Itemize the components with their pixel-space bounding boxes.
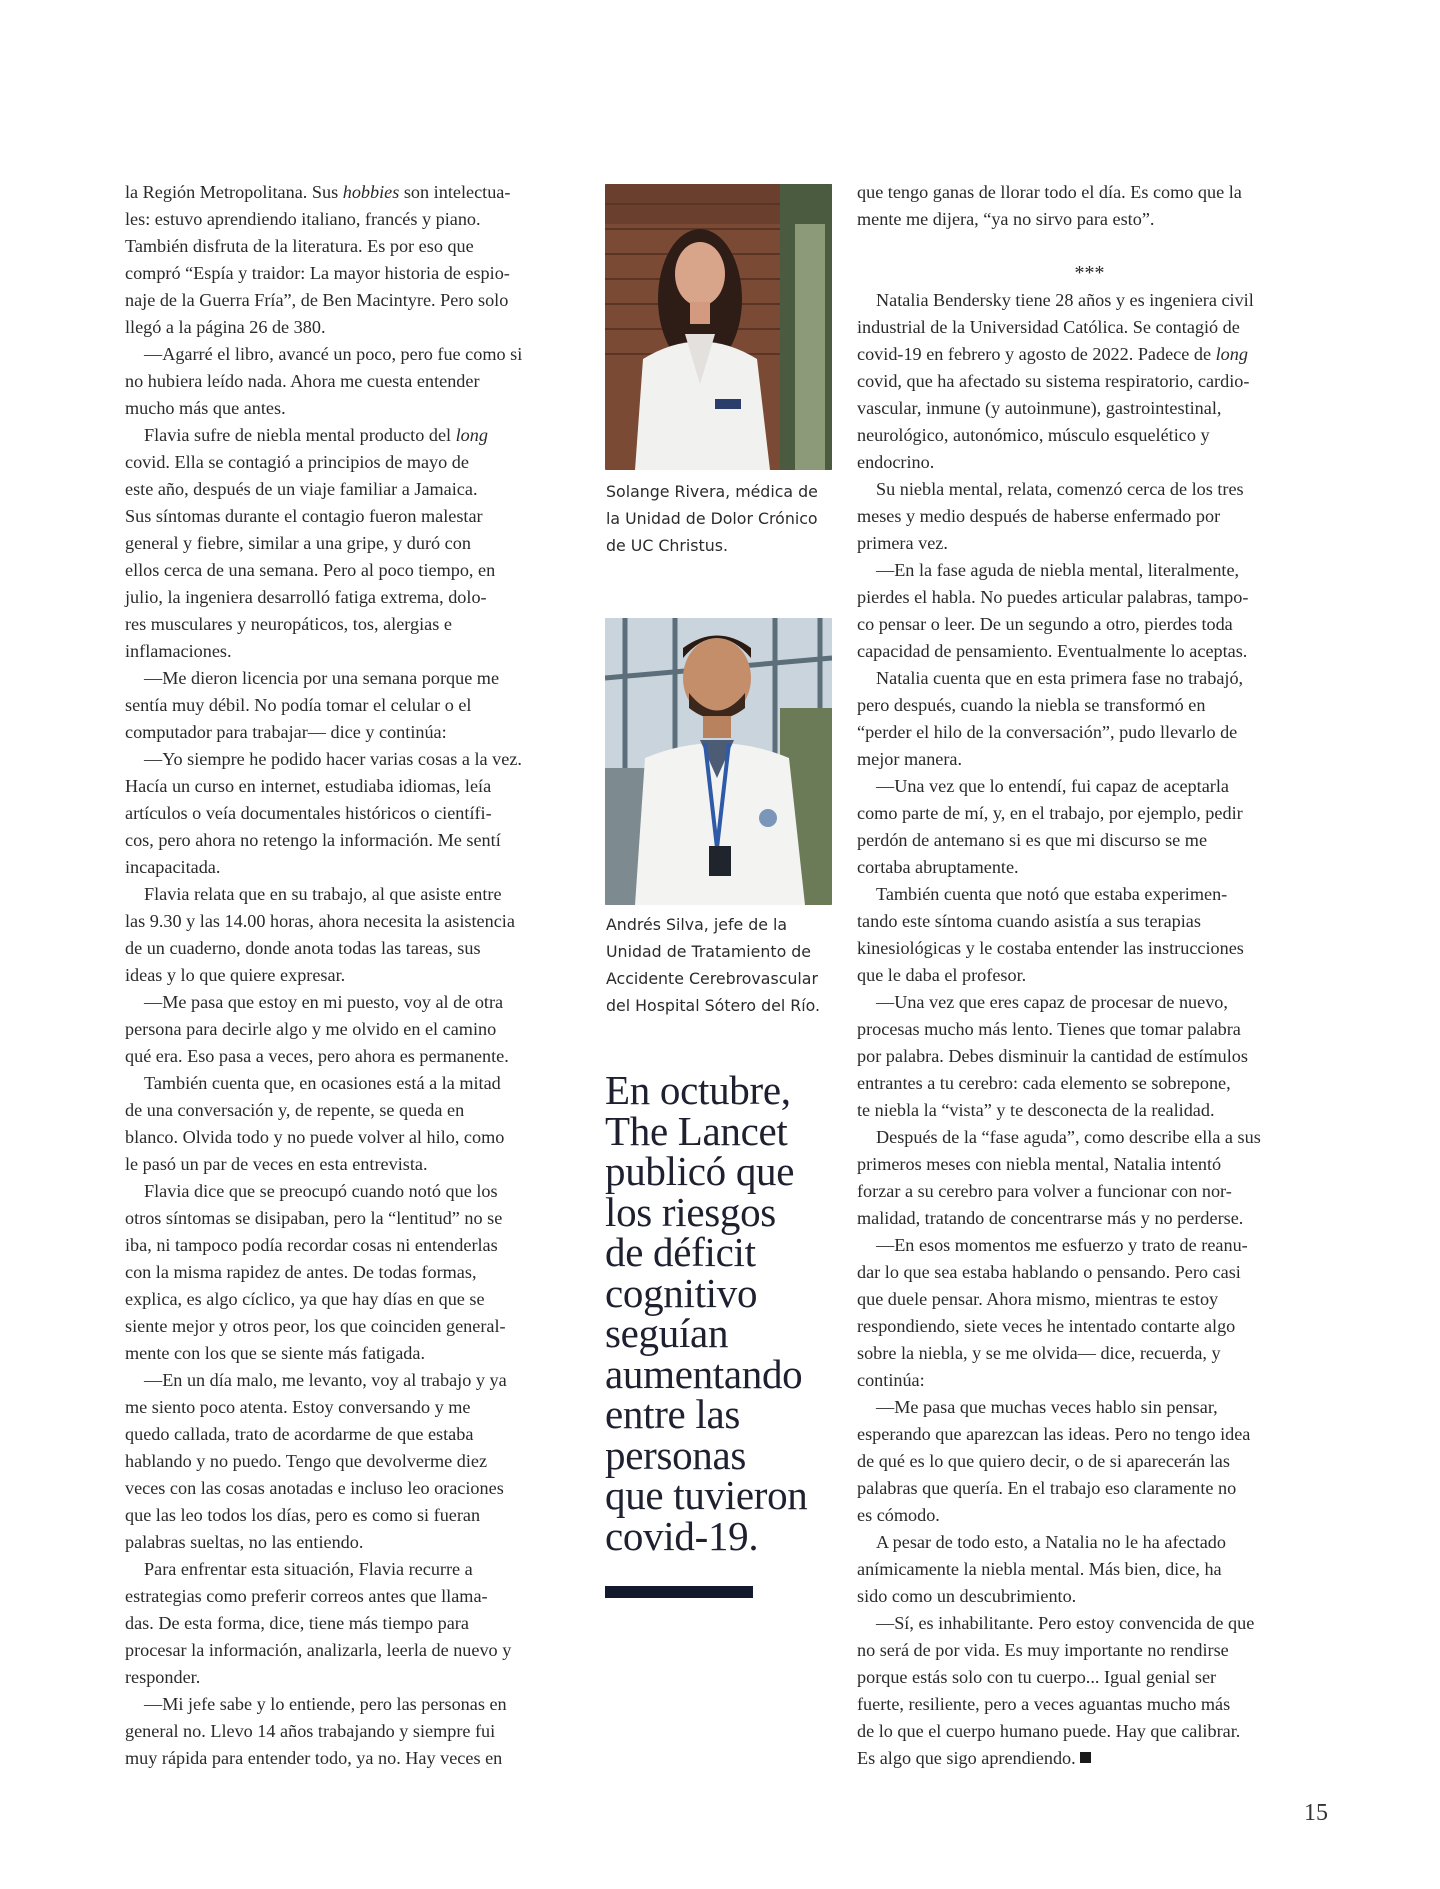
caption-line: Andrés Silva, jefe de la (606, 915, 788, 934)
text-span: explica, es algo cíclico, ya que hay días en que se (125, 1289, 485, 1309)
text-span: les: estuvo aprendiendo italiano, francés y piano. (125, 209, 481, 229)
text-line (857, 341, 1322, 368)
caption-line: Unidad de Tratamiento de (606, 942, 811, 961)
text-span: la Región Metropolitana. Sus (125, 182, 343, 202)
text-line (125, 476, 580, 503)
text-line (125, 665, 580, 692)
text-span: qué era. Eso pasa a veces, pero ahora es permanente. (125, 1046, 509, 1066)
text-line (125, 800, 580, 827)
text-line (125, 503, 580, 530)
text-span: por palabra. Debes disminuir la cantidad de estímulos (857, 1046, 1248, 1066)
text-line (125, 1583, 580, 1610)
text-span: —Yo siempre he podido hacer varias cosas a la vez. (144, 749, 522, 769)
text-line (125, 1367, 580, 1394)
text-line (857, 800, 1322, 827)
text-line (125, 179, 580, 206)
text-span: Hacía un curso en internet, estudiaba idiomas, leía (125, 776, 492, 796)
text-line (857, 233, 1322, 260)
text-span: iba, ni tampoco podía recordar cosas ni entenderlas (125, 1235, 498, 1255)
text-line (125, 1664, 580, 1691)
text-line (857, 530, 1322, 557)
text-span: Es algo que sigo aprendiendo. (857, 1748, 1076, 1768)
text-span: Flavia sufre de niebla mental producto del (144, 425, 456, 445)
text-line (857, 1664, 1322, 1691)
text-line (857, 611, 1322, 638)
text-span: Natalia Bendersky tiene 28 años y es ingeniera civil (876, 290, 1254, 310)
pull-quote-divider (605, 1586, 753, 1598)
text-span: covid. Ella se contagió a principios de mayo de (125, 452, 469, 472)
text-line (125, 746, 580, 773)
text-span: general no. Llevo 14 años trabajando y siempre fui (125, 1721, 496, 1741)
text-line (857, 287, 1322, 314)
text-span: con la misma rapidez de antes. De todas formas, (125, 1262, 477, 1282)
text-line (857, 1205, 1322, 1232)
text-span: que tengo ganas de llorar todo el día. Es como que la (857, 182, 1242, 202)
text-line (857, 584, 1322, 611)
text-span: este año, después de un viaje familiar a Jamaica. (125, 479, 478, 499)
text-span: mejor manera. (857, 749, 963, 769)
text-span: covid, que ha afectado su sistema respiratorio, cardio- (857, 371, 1250, 391)
text-span: blanco. Olvida todo y no puede volver al hilo, como (125, 1127, 505, 1147)
text-line (125, 557, 580, 584)
text-line (857, 1232, 1322, 1259)
pull-quote-line: aumentando (605, 1350, 803, 1397)
text-span: Para enfrentar esta situación, Flavia recurre a (144, 1559, 473, 1579)
text-span: veces con las cosas anotadas e incluso leo oraciones (125, 1478, 504, 1498)
text-span: “perder el hilo de la conversación”, pudo llevarlo de (857, 722, 1238, 742)
text-line (857, 935, 1322, 962)
text-line (125, 1394, 580, 1421)
text-span: Su niebla mental, relata, comenzó cerca de los tres (876, 479, 1244, 499)
text-span: —En un día malo, me levanto, voy al trabajo y ya (144, 1370, 507, 1390)
italic-term: long (455, 425, 488, 445)
text-line (857, 1259, 1322, 1286)
text-span: primera vez. (857, 533, 948, 553)
text-line (857, 368, 1322, 395)
text-span: que las leo todos los días, pero es como si fueran (125, 1505, 481, 1525)
text-span: no hubiera leído nada. Ahora me cuesta entender (125, 371, 480, 391)
text-line (125, 1043, 580, 1070)
text-span: como parte de mí, y, en el trabajo, por ejemplo, pedir (857, 803, 1243, 823)
pull-quote-line: publicó que (605, 1148, 795, 1194)
text-span: no será de por vida. Es muy importante no rendirse (857, 1640, 1229, 1660)
text-span: es cómodo. (857, 1505, 940, 1525)
text-line (857, 1610, 1322, 1637)
text-span: procesas mucho más lento. Tienes que tomar palabra (857, 1019, 1241, 1039)
text-span: tando este síntoma cuando asistía a sus terapias (857, 911, 1201, 931)
text-span: inflamaciones. (125, 641, 232, 661)
text-line (125, 1718, 580, 1745)
text-line (857, 1340, 1322, 1367)
text-line (857, 206, 1322, 233)
text-span: me siento poco atenta. Estoy conversando y me (125, 1397, 471, 1417)
text-span: persona para decirle algo y me olvido en el camino (125, 1019, 497, 1039)
text-line (857, 1691, 1322, 1718)
text-span: Natalia cuenta que en esta primera fase no trabajó, (876, 668, 1244, 688)
caption-line: la Unidad de Dolor Crónico (606, 509, 818, 528)
text-span: computador para trabajar— dice y continúa: (125, 722, 447, 742)
text-line (125, 1178, 580, 1205)
text-span: También cuenta que notó que estaba experimen- (876, 884, 1228, 904)
text-line (857, 989, 1322, 1016)
text-span: cos, pero ahora no retengo la información. Me sentí (125, 830, 501, 850)
photo-solange-rivera (605, 184, 832, 470)
text-line (857, 746, 1322, 773)
text-line (857, 1421, 1322, 1448)
page-number: 15 (1304, 1800, 1328, 1826)
text-line (125, 719, 580, 746)
pull-quote-line: seguían (605, 1310, 729, 1356)
text-span: primeros meses con niebla mental, Natalia intentó (857, 1154, 1222, 1174)
text-line (857, 1313, 1322, 1340)
text-span: —Una vez que lo entendí, fui capaz de aceptarla (876, 776, 1229, 796)
text-line (857, 1394, 1322, 1421)
text-span: das. De esta forma, dice, tiene más tiempo para (125, 1613, 469, 1633)
text-line (125, 1340, 580, 1367)
text-span: fuerte, resiliente, pero a veces aguantas mucho más (857, 1694, 1231, 1714)
pull-quote-line: covid-19. (605, 1512, 759, 1559)
text-span: incapacitada. (125, 857, 221, 877)
text-span: sentía muy débil. No podía tomar el celular o el (125, 695, 472, 715)
text-line (125, 881, 580, 908)
text-span: pierdes el habla. No puedes articular palabras, tampo- (857, 587, 1249, 607)
pull-quote-line: de déficit (605, 1229, 756, 1275)
text-line (125, 1421, 580, 1448)
text-span: res musculares y neuropáticos, tos, alergias e (125, 614, 452, 634)
text-span: hablando y no puedo. Tengo que devolverme diez (125, 1451, 488, 1471)
text-line (857, 1151, 1322, 1178)
text-span: quedo callada, trato de acordarme de que estaba (125, 1424, 474, 1444)
text-line (125, 1745, 580, 1772)
text-line (125, 260, 580, 287)
text-line (125, 1124, 580, 1151)
italic-term: long (1215, 344, 1248, 364)
text-line (857, 1556, 1322, 1583)
caption-line: de UC Christus. (606, 536, 728, 555)
text-line (857, 422, 1322, 449)
text-span: estrategias como preferir correos antes que llama- (125, 1586, 488, 1606)
text-line (125, 1259, 580, 1286)
text-span: Después de la “fase aguda”, como describe ella a sus (876, 1127, 1261, 1147)
text-line (125, 1286, 580, 1313)
text-line (857, 1745, 1322, 1772)
text-span: —Me dieron licencia por una semana porque me (144, 668, 500, 688)
text-span: También cuenta que, en ocasiones está a la mitad (144, 1073, 501, 1093)
text-span: A pesar de todo esto, a Natalia no le ha afectado (876, 1532, 1226, 1552)
text-line (125, 368, 580, 395)
text-line (857, 827, 1322, 854)
text-line (857, 476, 1322, 503)
text-span: anímicamente la niebla mental. Más bien, dice, ha (857, 1559, 1222, 1579)
text-span: co pensar o leer. De un segundo a otro, pierdes toda (857, 614, 1233, 634)
pull-quote-line: personas (605, 1431, 747, 1478)
text-line (125, 395, 580, 422)
text-span: mente con los que se siente más fatigada. (125, 1343, 425, 1363)
text-line (125, 962, 580, 989)
text-span: las 9.30 y las 14.00 horas, ahora necesita la asistencia (125, 911, 515, 931)
text-span: —Sí, es inhabilitante. Pero estoy convencida de que (876, 1613, 1255, 1633)
text-line (125, 1070, 580, 1097)
text-span: Sus síntomas durante el contagio fueron malestar (125, 506, 483, 526)
text-span: industrial de la Universidad Católica. Se contagió de (857, 317, 1240, 337)
text-span: dar lo que sea estaba hablando o pensando. Pero casi (857, 1262, 1241, 1282)
text-line (857, 503, 1322, 530)
text-line (857, 1637, 1322, 1664)
text-span: le pasó un par de veces en esta entrevista. (125, 1154, 428, 1174)
text-line (857, 881, 1322, 908)
text-span: de un cuaderno, donde anota todas las tareas, sus (125, 938, 481, 958)
text-line (857, 557, 1322, 584)
text-span: —En esos momentos me esfuerzo y trato de reanu- (876, 1235, 1248, 1255)
text-line (125, 1016, 580, 1043)
text-line (125, 1205, 580, 1232)
text-line (857, 260, 1322, 287)
text-span: —Mi jefe sabe y lo entiende, pero las personas en (144, 1694, 507, 1714)
text-line (857, 692, 1322, 719)
text-line (857, 449, 1322, 476)
text-line (857, 1016, 1322, 1043)
text-line (857, 1475, 1322, 1502)
text-line (857, 1097, 1322, 1124)
text-line (857, 1070, 1322, 1097)
text-span: kinesiológicas y le costaba entender las instrucciones (857, 938, 1244, 958)
text-line (857, 314, 1322, 341)
text-line (857, 1286, 1322, 1313)
text-line (125, 638, 580, 665)
text-span: julio, la ingeniera desarrolló fatiga extrema, dolo- (125, 587, 487, 607)
text-line (125, 1637, 580, 1664)
pull-quote-line: The Lancet (605, 1107, 788, 1154)
text-line (125, 1529, 580, 1556)
text-line (125, 206, 580, 233)
text-line (125, 233, 580, 260)
text-line (125, 854, 580, 881)
text-span: palabras sueltas, no las entiendo. (125, 1532, 364, 1552)
text-span: mente me dijera, “ya no sirvo para esto”. (857, 209, 1155, 229)
text-line (125, 1232, 580, 1259)
text-line (857, 395, 1322, 422)
text-span: Flavia dice que se preocupó cuando notó que los (144, 1181, 498, 1201)
text-line (125, 611, 580, 638)
text-span: llegó a la página 26 de 380. (125, 317, 326, 337)
text-span: forzar a su cerebro para volver a funcionar con nor- (857, 1181, 1232, 1201)
caption-line: del Hospital Sótero del Río. (606, 996, 820, 1015)
text-span: responder. (125, 1667, 201, 1687)
text-span: —Agarré el libro, avancé un poco, pero fue como si (144, 344, 523, 364)
text-span: te niebla la “vista” y te desconecta de la realidad. (857, 1100, 1215, 1120)
text-span: palabras que quería. En el trabajo eso claramente no (857, 1478, 1237, 1498)
pull-quote-line: entre las (605, 1391, 741, 1437)
text-span: —Me pasa que estoy en mi puesto, voy al de otra (144, 992, 504, 1012)
text-line (125, 908, 580, 935)
text-line (857, 908, 1322, 935)
text-span: siente mejor y otros peor, los que coinciden general- (125, 1316, 506, 1336)
text-span: de lo que el cuerpo humano puede. Hay que calibrar. (857, 1721, 1241, 1741)
text-line (125, 1097, 580, 1124)
italic-term: hobbies (342, 182, 400, 202)
photo-caption-1 (606, 478, 846, 559)
text-span: compró “Espía y traidor: La mayor historia de espio- (125, 263, 510, 283)
text-line (857, 638, 1322, 665)
text-span: continúa: (857, 1370, 925, 1390)
text-line (125, 989, 580, 1016)
text-span: respondiendo, siete veces he intentado contarte algo (857, 1316, 1236, 1336)
text-line (857, 773, 1322, 800)
text-span: ideas y lo que quiere expresar. (125, 965, 346, 985)
photo-caption-2 (606, 911, 846, 1019)
text-span: naje de la Guerra Fría”, de Ben Macintyre. Pero solo (125, 290, 509, 310)
text-span: endocrino. (857, 452, 935, 472)
text-line (125, 827, 580, 854)
text-span: cortaba abruptamente. (857, 857, 1019, 877)
text-line (125, 1151, 580, 1178)
text-span: Flavia relata que en su trabajo, al que asiste entre (144, 884, 502, 904)
text-span: meses y medio después de haberse enfermado por (857, 506, 1221, 526)
pull-quote-line: que tuvieron (605, 1472, 808, 1518)
text-span: de qué es lo que quiero decir, o de si aparecerán las (857, 1451, 1230, 1471)
text-line (857, 665, 1322, 692)
text-span: sobre la niebla, y se me olvida— dice, recuerda, y (857, 1343, 1221, 1363)
text-line (125, 530, 580, 557)
text-line (125, 935, 580, 962)
caption-line: Accidente Cerebrovascular (606, 969, 818, 988)
text-line (125, 1502, 580, 1529)
text-line (857, 1124, 1322, 1151)
text-line (125, 773, 580, 800)
text-span: esperando que aparezcan las ideas. Pero no tengo idea (857, 1424, 1251, 1444)
pull-quote (605, 1067, 845, 1559)
text-span: muy rápida para entender todo, ya no. Hay veces en (125, 1748, 503, 1768)
text-span: capacidad de pensamiento. Eventualmente lo aceptas. (857, 641, 1248, 661)
text-line (125, 449, 580, 476)
text-span: —En la fase aguda de niebla mental, literalmente, (876, 560, 1240, 580)
text-span: entrantes a tu cerebro: cada elemento se sobrepone, (857, 1073, 1231, 1093)
text-line (125, 1556, 580, 1583)
text-span: artículos o veía documentales históricos o científi- (125, 803, 492, 823)
text-span: pero después, cuando la niebla se transformó en (857, 695, 1206, 715)
text-span: También disfruta de la literatura. Es por eso que (125, 236, 474, 256)
text-line (857, 962, 1322, 989)
text-span: otros síntomas se disipaban, pero la “lentitud” no se (125, 1208, 503, 1228)
pull-quote-line: En octubre, (605, 1067, 791, 1113)
text-line (125, 692, 580, 719)
text-span: que duele pensar. Ahora mismo, mientras te estoy (857, 1289, 1219, 1309)
text-span: vascular, inmune (y autoinmune), gastrointestinal, (857, 398, 1222, 418)
pull-quote-line: los riesgos (605, 1188, 776, 1235)
text-line (857, 1043, 1322, 1070)
text-line (857, 1718, 1322, 1745)
text-span: —Me pasa que muchas veces hablo sin pensar, (876, 1397, 1218, 1417)
text-span: que le daba el profesor. (857, 965, 1027, 985)
text-span: ellos cerca de una semana. Pero al poco tiempo, en (125, 560, 496, 580)
article-column-left (125, 179, 580, 1772)
text-line (125, 1475, 580, 1502)
text-line (125, 341, 580, 368)
text-line (125, 1610, 580, 1637)
text-line (125, 1448, 580, 1475)
text-span: porque estás solo con tu cuerpo... Igual genial ser (857, 1667, 1217, 1687)
text-line (857, 1502, 1322, 1529)
text-span: mucho más que antes. (125, 398, 286, 418)
text-span: malidad, tratando de concentrarse más y no perderse. (857, 1208, 1244, 1228)
text-span: general y fiebre, similar a una gripe, y duró con (125, 533, 471, 553)
text-line (857, 1529, 1322, 1556)
text-span: son intelectua- (399, 182, 511, 202)
article-column-right (857, 179, 1322, 1772)
text-line (857, 1583, 1322, 1610)
text-line (857, 179, 1322, 206)
text-line (857, 1367, 1322, 1394)
text-span: de una conversación y, de repente, se queda en (125, 1100, 465, 1120)
text-line (857, 854, 1322, 881)
text-line (125, 1691, 580, 1718)
text-span: sido como un descubrimiento. (857, 1586, 1077, 1606)
text-span: —Una vez que eres capaz de procesar de nuevo, (876, 992, 1228, 1012)
text-line (857, 719, 1322, 746)
caption-line: Solange Rivera, médica de (606, 482, 818, 501)
text-span: neurológico, autonómico, músculo esquelético y (857, 425, 1210, 445)
text-span: *** (1074, 262, 1105, 284)
photo-andres-silva (605, 618, 832, 905)
text-span: perdón de antemano si es que mi discurso se me (857, 830, 1208, 850)
text-line (857, 1448, 1322, 1475)
pull-quote-line: cognitivo (605, 1269, 758, 1316)
text-line (125, 287, 580, 314)
text-line (125, 314, 580, 341)
text-line (125, 422, 580, 449)
text-line (125, 1313, 580, 1340)
text-line (125, 584, 580, 611)
text-span: procesar la información, analizarla, leerla de nuevo y (125, 1640, 512, 1660)
end-of-article-mark (1080, 1752, 1091, 1763)
text-span: covid-19 en febrero y agosto de 2022. Padece de (857, 344, 1216, 364)
text-line (857, 1178, 1322, 1205)
